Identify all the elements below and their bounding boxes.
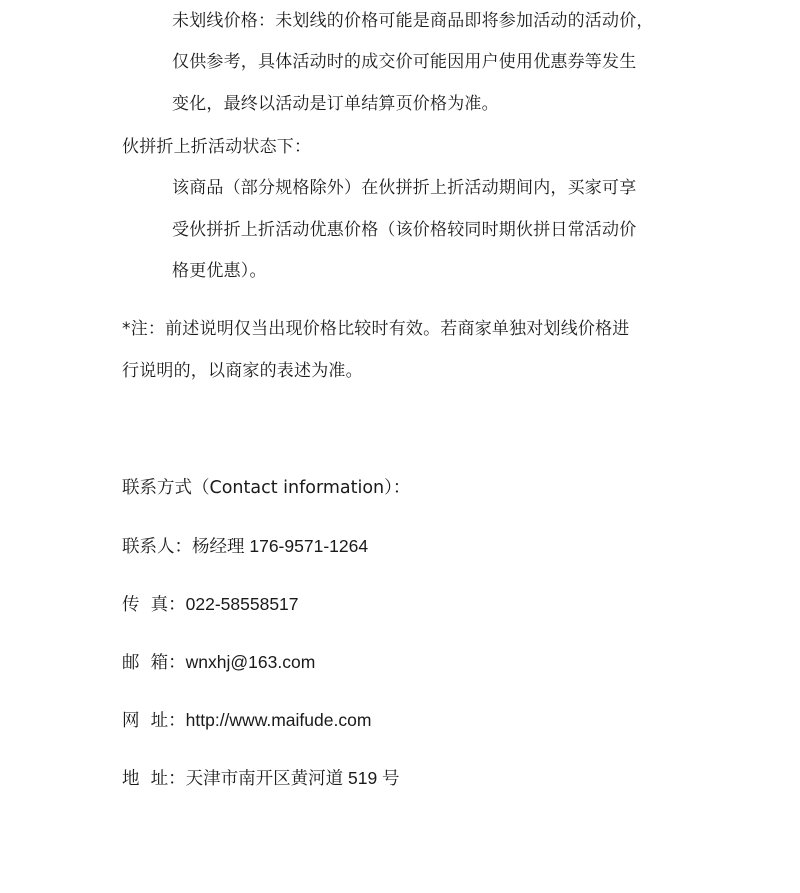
contact-person-row <box>122 533 368 560</box>
website-row <box>122 707 371 734</box>
strikethrough-price-line-2: 仅供参考，具体活动时的成交价可能因用户使用优惠券等发生 <box>172 52 637 72</box>
group-discount-heading: 伙拼折上折活动状态下： <box>122 137 312 157</box>
fax-value: 022-58558517 <box>185 594 299 614</box>
email-value[interactable]: wnxhj@163.com <box>185 652 316 672</box>
website-label: 网 址： <box>122 711 186 731</box>
group-discount-line-3: 格更优惠）。 <box>172 261 267 281</box>
email-label: 邮 箱： <box>122 653 186 673</box>
contact-person-value: 杨经理 176-9571-1264 <box>192 536 369 556</box>
strikethrough-price-line-1: 未划线价格：未划线的价格可能是商品即将参加活动的活动价， <box>172 11 654 31</box>
fax-label: 传 真： <box>122 595 186 615</box>
address-label: 地 址： <box>122 769 186 789</box>
address-row <box>122 765 400 792</box>
note-line-1: *注：前述说明仅当出现价格比较时有效。若商家单独对划线价格进 <box>122 319 630 339</box>
strikethrough-price-line-3: 变化，最终以活动是订单结算页价格为准。 <box>172 94 499 114</box>
fax-row <box>122 591 299 618</box>
contact-heading: 联系方式（Contact information）： <box>122 478 411 498</box>
address-value: 天津市南开区黄河道 519 号 <box>185 768 400 788</box>
contact-person-label: 联系人： <box>122 537 192 557</box>
website-link[interactable]: http://www.maifude.com <box>185 710 372 730</box>
email-row <box>122 649 315 676</box>
group-discount-line-2: 受伙拼折上折活动优惠价格（该价格较同时期伙拼日常活动价 <box>172 220 637 240</box>
note-line-2: 行说明的，以商家的表述为准。 <box>122 361 363 381</box>
group-discount-line-1: 该商品（部分规格除外）在伙拼折上折活动期间内，买家可享 <box>172 178 637 198</box>
